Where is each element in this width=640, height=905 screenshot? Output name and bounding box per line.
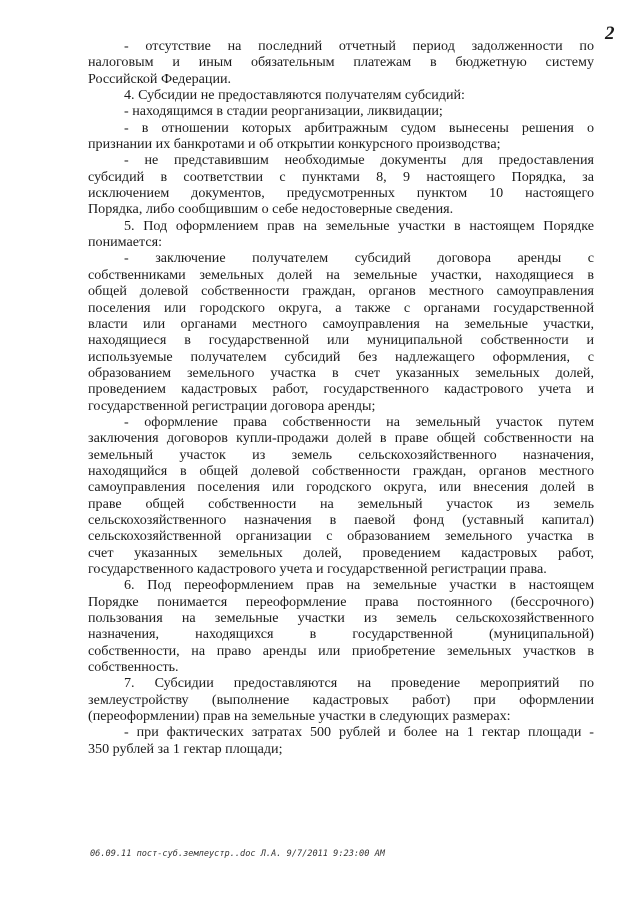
text-line: 7. Субсидии предоставляются на проведение мероприятий по bbox=[124, 675, 594, 692]
text-line: земельный участок из земель сельскохозяйственного назначения, bbox=[88, 446, 594, 463]
text-line: праве общей собственности на земельный участок из земель bbox=[88, 495, 594, 512]
footer-file-info: 06.09.11 пост-суб.землеустр..doc Л.А. 9/7/2011 9:23:00 AM bbox=[90, 849, 385, 859]
text-line: проведением кадастровых работ, государственного кадастрового учета и bbox=[88, 381, 594, 398]
text-line: Российской Федерации. bbox=[88, 70, 232, 87]
text-line: собственниками земельных долей на земельные участки, находящиеся в bbox=[88, 266, 594, 283]
text-line: собственности, на право аренды или приобретение земельных участков в bbox=[88, 642, 594, 659]
text-line: субсидий в соответствии с пунктами 8, 9 настоящего Порядка, за bbox=[88, 168, 594, 185]
text-line: - в отношении которых арбитражным судом вынесены решения о bbox=[124, 119, 594, 136]
text-line: - при фактических затратах 500 рублей и более на 1 гектар площади - bbox=[124, 724, 594, 741]
text-line: заключения договоров купли-продажи долей в праве общей собственности на bbox=[88, 430, 594, 447]
text-line: государственной регистрации договора аренды; bbox=[88, 397, 376, 414]
text-line: государственного кадастрового учета и государственной регистрации права. bbox=[88, 561, 547, 577]
text-line: сельскохозяйственной организации с образованием земельного участка в bbox=[88, 528, 594, 545]
text-line: 6. Под переоформлением прав на земельные участки в настоящем bbox=[124, 577, 594, 594]
text-line: назначения, находящихся в государственной (муниципальной) bbox=[88, 626, 594, 643]
text-line: налоговым и иным обязательным платежам в бюджетную систему bbox=[88, 54, 594, 71]
text-line: находящиеся в государственной или муниципальной собственности и bbox=[88, 332, 594, 349]
text-line: Порядке понимается переоформление права постоянного (бессрочного) bbox=[88, 593, 594, 610]
text-line: пользования на земельные участки из земель сельскохозяйственного bbox=[88, 610, 594, 627]
text-line: Порядка, либо сообщившим о себе недостоверные сведения. bbox=[88, 201, 454, 218]
text-line: собственность. bbox=[88, 659, 179, 676]
text-line: власти или органами местного самоуправления на земельные участки, bbox=[88, 315, 594, 332]
page-number: 2 bbox=[605, 23, 615, 44]
text-line: счет указанных земельных долей, проведением кадастровых работ, bbox=[88, 544, 594, 561]
text-line: общей долевой собственности граждан, органов местного самоуправления bbox=[88, 283, 594, 300]
text-line: используемые получателем субсидий без надлежащего оформления, с bbox=[88, 348, 594, 365]
text-line: признании их банкротами и об открытии конкурсного производства; bbox=[88, 136, 501, 153]
text-line: землеустройству (выполнение кадастровых работ) при оформлении bbox=[88, 691, 594, 708]
text-line: - отсутствие на последний отчетный период задолженности по bbox=[124, 38, 594, 54]
text-line: 4. Субсидии не предоставляются получателям субсидий: bbox=[124, 87, 465, 104]
text-line: 350 рублей за 1 гектар площади; bbox=[88, 740, 283, 757]
text-line: - находящимся в стадии реорганизации, ликвидации; bbox=[124, 103, 443, 120]
text-line: сельскохозяйственного назначения в паевой фонд (уставный капитал) bbox=[88, 511, 594, 528]
text-line: самоуправления поселения или городского округа, или внесения долей в bbox=[88, 479, 594, 496]
text-line: 5. Под оформлением прав на земельные участки в настоящем Порядке bbox=[124, 217, 594, 234]
text-line: (переоформлении) прав на земельные участки в следующих размерах: bbox=[88, 708, 511, 725]
text-line: образованием земельного участка в счет указанных земельных долей, bbox=[88, 364, 594, 381]
text-line: - оформление права собственности на земельный участок путем bbox=[124, 413, 594, 430]
text-line: находящийся в общей долевой собственности граждан, органов местного bbox=[88, 462, 594, 479]
document-body bbox=[88, 38, 594, 757]
text-line: понимается: bbox=[88, 234, 162, 251]
text-line: исключением документов, предусмотренных пунктом 10 настоящего bbox=[88, 185, 594, 202]
text-line: - не представившим необходимые документы для предоставления bbox=[124, 152, 594, 169]
text-line: поселения или городского округа, а также с органами государственной bbox=[88, 299, 594, 316]
text-line: - заключение получателем субсидий договора аренды с bbox=[124, 250, 594, 267]
